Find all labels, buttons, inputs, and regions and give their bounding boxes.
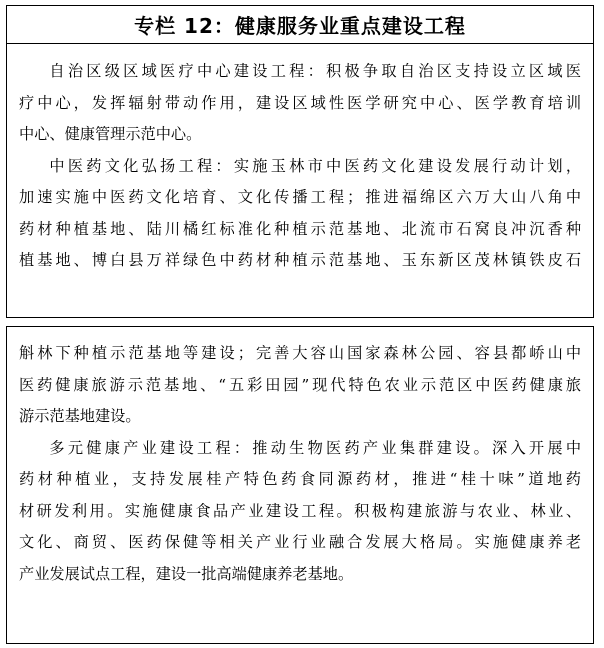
column-box-top bbox=[6, 5, 594, 318]
column-title-row bbox=[7, 6, 593, 44]
paragraph-tcm-culture-continued bbox=[19, 338, 581, 433]
column-content-bottom bbox=[7, 327, 593, 590]
text-line: 中医药文化弘扬工程：实施玉林市中医药文化建设发展行动计划， bbox=[49, 156, 581, 175]
column-box-bottom bbox=[6, 326, 594, 644]
paragraph-tcm-culture bbox=[19, 151, 581, 277]
text-line: 医药健康旅游示范基地、“五彩田园”现代特色农业示范区中医药健康旅 bbox=[19, 375, 581, 394]
text-line: 药材种植基地、陆川橘红标准化种植示范基地、北流市石窝良冲沉香种 bbox=[19, 219, 581, 238]
paragraph-regional-medical-center bbox=[19, 56, 581, 151]
text-line: 斛林下种植示范基地等建设；完善大容山国家森林公园、容县都峤山中 bbox=[19, 344, 581, 362]
text-line: 植基地、博白县万祥绿色中药材种植示范基地、玉东新区茂林镇铁皮石 bbox=[19, 251, 581, 269]
text-line: 产业发展试点工程，建设一批高端健康养老基地。 bbox=[19, 564, 354, 583]
paragraph-diversified-health-industry bbox=[19, 433, 581, 591]
text-line: 自治区级区域医疗中心建设工程：积极争取自治区支持设立区域医 bbox=[49, 62, 581, 80]
text-line: 游示范基地建设。 bbox=[19, 407, 141, 425]
text-line: 疗中心，发挥辐射带动作用，建设区域性医学研究中心、医学教育培训 bbox=[19, 93, 581, 112]
text-line: 中心、健康管理示范中心。 bbox=[19, 125, 202, 143]
text-line: 材研发利用。实施健康食品产业建设工程。积极构建旅游与农业、林业、 bbox=[19, 501, 581, 520]
column-content-top bbox=[7, 44, 593, 277]
text-line: 加速实施中医药文化培育、文化传播工程；推进福绵区六万大山八角中 bbox=[19, 188, 581, 206]
text-line: 多元健康产业建设工程：推动生物医药产业集群建设。深入开展中 bbox=[49, 438, 581, 457]
text-line: 文化、商贸、医药保健等相关产业行业融合发展大格局。实施健康养老 bbox=[19, 533, 581, 551]
column-title: 专栏 12：健康服务业重点建设工程 bbox=[134, 14, 466, 38]
text-line: 药材种植业，支持发展桂产特色药食同源药材，推进“桂十味”道地药 bbox=[19, 470, 581, 488]
